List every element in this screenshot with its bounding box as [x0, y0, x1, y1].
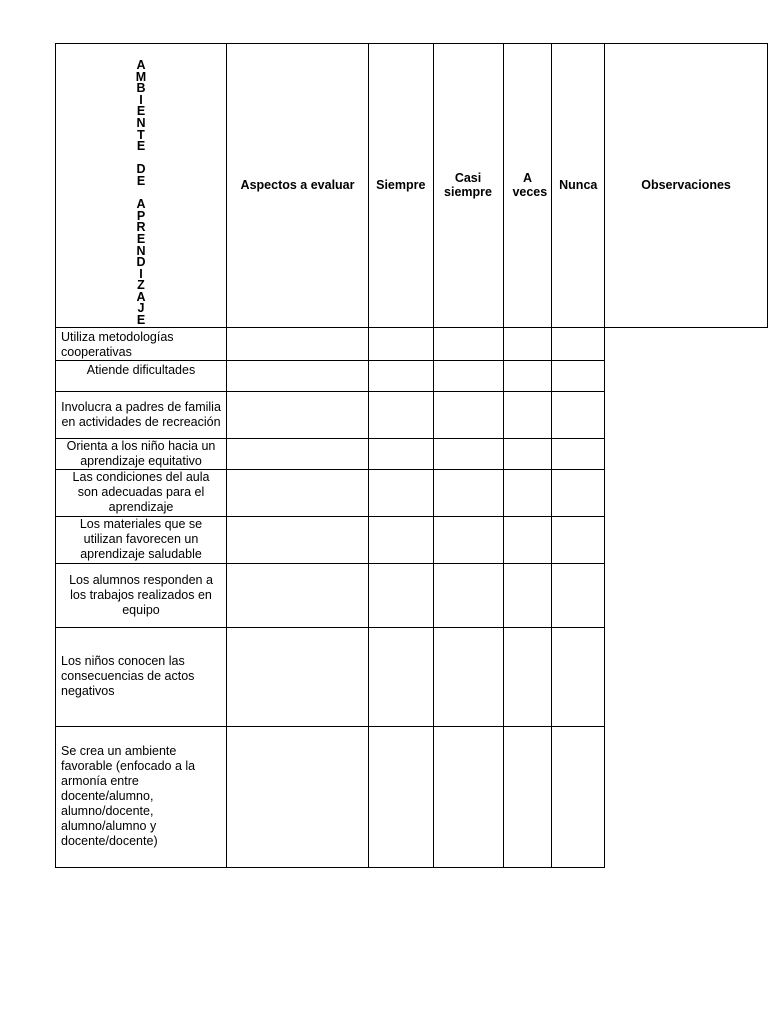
siempre-cell[interactable]: [227, 327, 369, 360]
observaciones-cell[interactable]: [552, 469, 605, 516]
side-label-letter: I: [139, 266, 143, 281]
observaciones-cell[interactable]: [552, 516, 605, 563]
aspect-cell: Los materiales que se utilizan favorecen un aprendizaje saludable: [56, 516, 227, 563]
side-label-letter: D: [136, 162, 146, 177]
table-row: [56, 726, 768, 867]
a-veces-cell[interactable]: [433, 327, 503, 360]
aspect-cell: Se crea un ambiente favorable (enfocado a la armonía entre docente/alumno, alumno/docente, alumno/alumno y docente/docente): [56, 726, 227, 867]
aspect-cell: Las condiciones del aula son adecuadas para el aprendizaje: [56, 469, 227, 516]
table-row: [56, 327, 768, 360]
side-label-letter: J: [137, 301, 145, 316]
siempre-cell[interactable]: [227, 469, 369, 516]
observaciones-cell[interactable]: [552, 391, 605, 438]
side-label-cell: [56, 44, 227, 328]
casi-siempre-cell[interactable]: [369, 438, 433, 469]
side-label-letter: N: [136, 243, 146, 258]
casi-siempre-cell[interactable]: [369, 360, 433, 391]
nunca-cell[interactable]: [503, 360, 552, 391]
observaciones-cell[interactable]: [552, 360, 605, 391]
nunca-cell[interactable]: [503, 469, 552, 516]
aspect-cell: Utiliza metodologías cooperativas: [56, 327, 227, 360]
side-label-letter: A: [136, 58, 146, 72]
side-label-letter: E: [136, 231, 146, 246]
side-label-letter: R: [136, 220, 146, 235]
table-row: [56, 360, 768, 391]
table-row: [56, 391, 768, 438]
header-casi-siempre: Casi siempre: [433, 44, 503, 328]
side-label-letter: N: [136, 115, 146, 130]
header-a-veces: A veces: [503, 44, 552, 328]
side-label: [56, 44, 226, 327]
siempre-cell[interactable]: [227, 516, 369, 563]
side-label-letter: A: [136, 289, 146, 304]
side-label-letter: M: [135, 69, 147, 84]
siempre-cell[interactable]: [227, 563, 369, 627]
evaluation-table: [55, 43, 768, 868]
casi-siempre-cell[interactable]: [369, 391, 433, 438]
side-label-letter: E: [136, 313, 146, 328]
nunca-cell[interactable]: [503, 391, 552, 438]
casi-siempre-cell[interactable]: [369, 563, 433, 627]
header-nunca: Nunca: [552, 44, 605, 328]
side-label-letter: E: [136, 139, 146, 154]
observaciones-cell[interactable]: [552, 563, 605, 627]
siempre-cell[interactable]: [227, 438, 369, 469]
siempre-cell[interactable]: [227, 391, 369, 438]
a-veces-cell[interactable]: [433, 726, 503, 867]
observaciones-cell[interactable]: [552, 627, 605, 726]
nunca-cell[interactable]: [503, 438, 552, 469]
a-veces-cell[interactable]: [433, 360, 503, 391]
siempre-cell[interactable]: [227, 627, 369, 726]
nunca-cell[interactable]: [503, 327, 552, 360]
table-row: [56, 469, 768, 516]
table-row: [56, 438, 768, 469]
casi-siempre-cell[interactable]: [369, 627, 433, 726]
a-veces-cell[interactable]: [433, 516, 503, 563]
nunca-cell[interactable]: [503, 516, 552, 563]
a-veces-cell[interactable]: [433, 391, 503, 438]
header-siempre: Siempre: [369, 44, 433, 328]
a-veces-cell[interactable]: [433, 469, 503, 516]
side-label-letter: P: [136, 208, 146, 223]
side-label-letter: B: [136, 81, 146, 96]
siempre-cell[interactable]: [227, 360, 369, 391]
casi-siempre-cell[interactable]: [369, 726, 433, 867]
table-row: [56, 627, 768, 726]
aspect-cell: Los alumnos responden a los trabajos realizados en equipo: [56, 563, 227, 627]
aspect-cell: Involucra a padres de familia en actividades de recreación: [56, 391, 227, 438]
aspect-cell: Atiende dificultades: [56, 360, 227, 391]
header-row: [56, 44, 768, 328]
nunca-cell[interactable]: [503, 627, 552, 726]
side-label-letter: A: [136, 197, 146, 212]
side-label-letter: T: [137, 127, 145, 142]
casi-siempre-cell[interactable]: [369, 516, 433, 563]
side-label-letter: Z: [137, 278, 145, 293]
header-observaciones: Observaciones: [605, 44, 768, 328]
observaciones-cell[interactable]: [552, 327, 605, 360]
header-aspectos: Aspectos a evaluar: [227, 44, 369, 328]
casi-siempre-cell[interactable]: [369, 469, 433, 516]
casi-siempre-cell[interactable]: [369, 327, 433, 360]
table-row: [56, 516, 768, 563]
a-veces-cell[interactable]: [433, 563, 503, 627]
table-row: [56, 563, 768, 627]
nunca-cell[interactable]: [503, 563, 552, 627]
aspect-cell: Los niños conocen las consecuencias de actos negativos: [56, 627, 227, 726]
side-label-letter: D: [136, 255, 146, 270]
side-label-letter: E: [136, 104, 146, 119]
side-label-letter: E: [136, 173, 146, 188]
observaciones-cell[interactable]: [552, 726, 605, 867]
aspect-cell: Orienta a los niño hacia un aprendizaje equitativo: [56, 438, 227, 469]
side-label-letter: I: [139, 92, 143, 107]
a-veces-cell[interactable]: [433, 627, 503, 726]
a-veces-cell[interactable]: [433, 438, 503, 469]
nunca-cell[interactable]: [503, 726, 552, 867]
siempre-cell[interactable]: [227, 726, 369, 867]
observaciones-cell[interactable]: [552, 438, 605, 469]
